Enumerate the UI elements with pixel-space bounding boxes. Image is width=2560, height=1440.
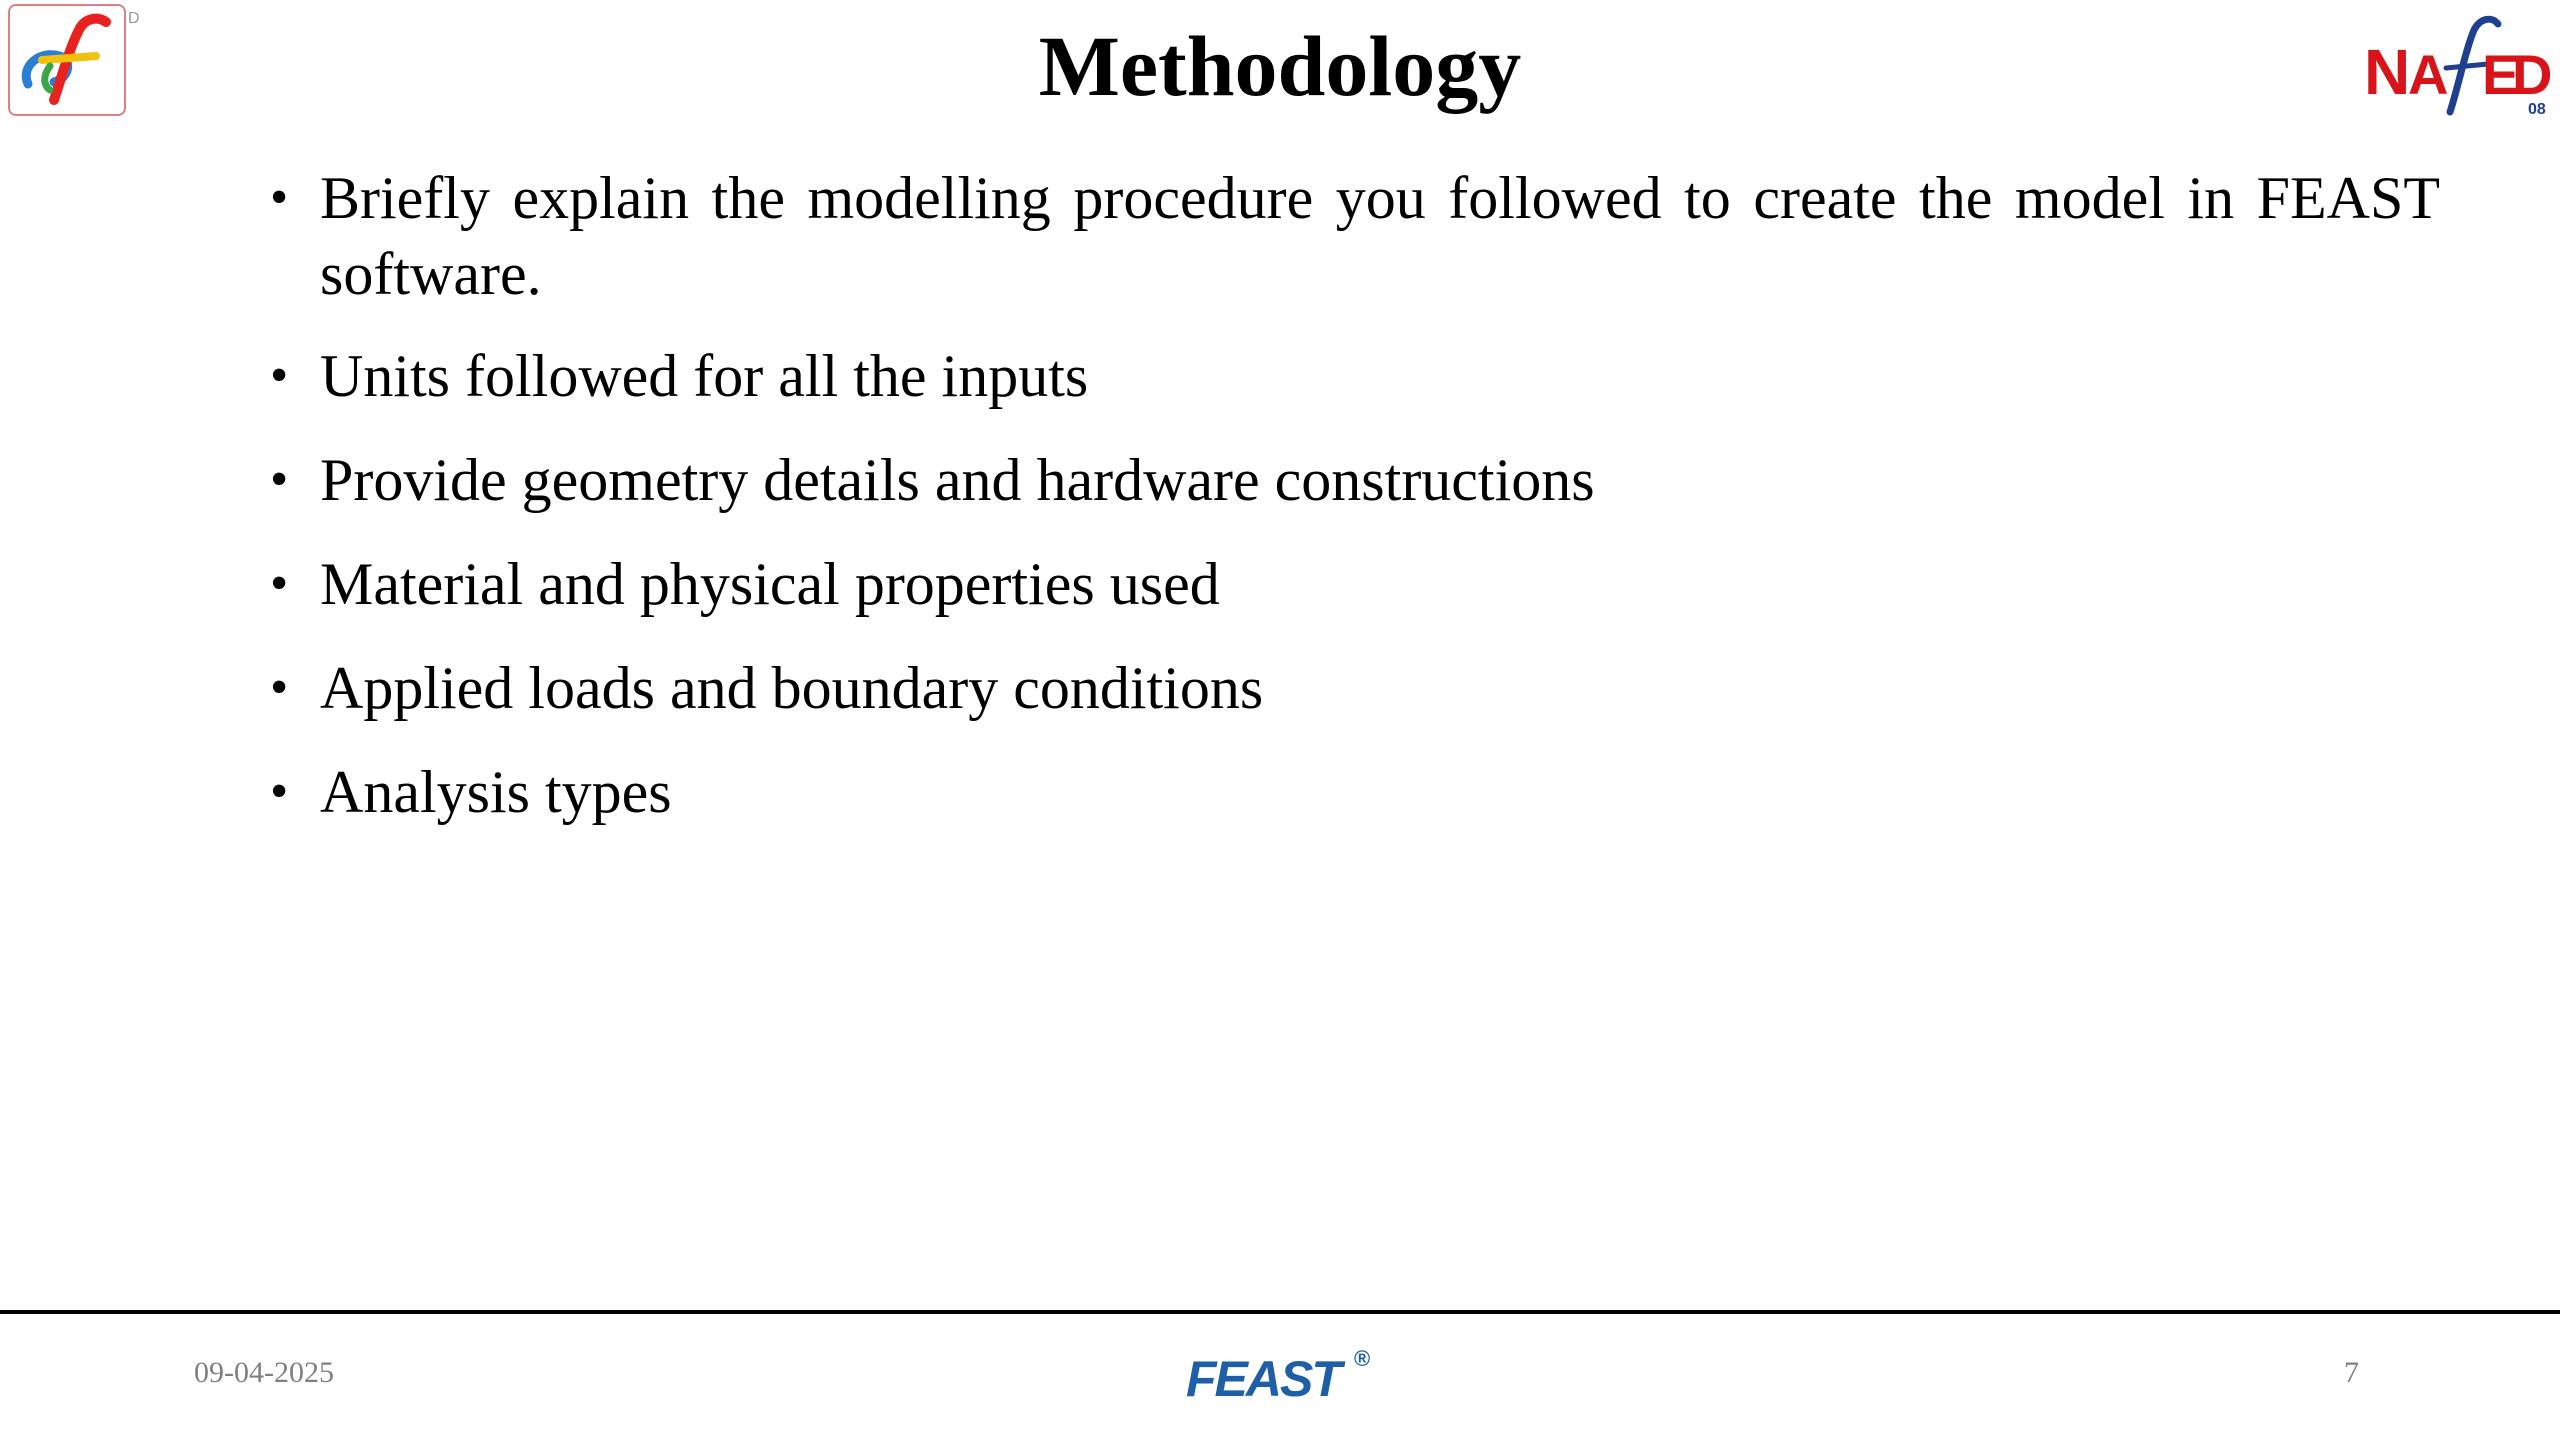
bullet-icon: • <box>270 347 289 404</box>
bullet-text: Provide geometry details and hardware constructions <box>320 447 1595 513</box>
bullet-text: Material and physical properties used <box>320 551 1220 617</box>
bullet-item <box>270 754 2440 830</box>
svg-text:08: 08 <box>2528 101 2546 118</box>
svg-text:D: D <box>2512 43 2552 106</box>
bullet-text: Units followed for all the inputs <box>320 343 1089 409</box>
slide-title: Methodology <box>1038 18 1522 114</box>
bullet-icon: • <box>270 763 289 820</box>
svg-text:E: E <box>2482 43 2520 106</box>
bullet-item <box>270 160 2440 312</box>
bullet-item <box>270 650 2440 726</box>
bullet-icon: • <box>270 451 289 508</box>
svg-text:®: ® <box>1354 1346 1371 1371</box>
nafed-logo-icon <box>2362 8 2552 123</box>
bullet-icon: • <box>270 555 289 612</box>
bullet-item <box>270 338 2440 414</box>
svg-text:FEAST: FEAST <box>1186 1351 1340 1404</box>
bullet-list <box>270 160 2440 858</box>
bullet-item <box>270 546 2440 622</box>
bullet-item <box>270 442 2440 518</box>
bullet-text: Briefly explain the modelling procedure you followed to create the model in FEAST software. <box>320 165 2440 307</box>
footer-divider <box>0 1310 2560 1314</box>
bullet-icon: • <box>270 169 289 226</box>
footer-date: 09-04-2025 <box>194 1356 334 1389</box>
feast-wordmark-icon <box>1180 1344 1380 1404</box>
logo-mark: D <box>128 10 140 27</box>
svg-text:N: N <box>2364 36 2411 108</box>
bullet-text: Applied loads and boundary conditions <box>320 655 1264 721</box>
bullet-text: Analysis types <box>320 759 672 825</box>
svg-text:A: A <box>2408 43 2449 106</box>
page-number: 7 <box>2344 1356 2359 1389</box>
bullet-icon: • <box>270 659 289 716</box>
